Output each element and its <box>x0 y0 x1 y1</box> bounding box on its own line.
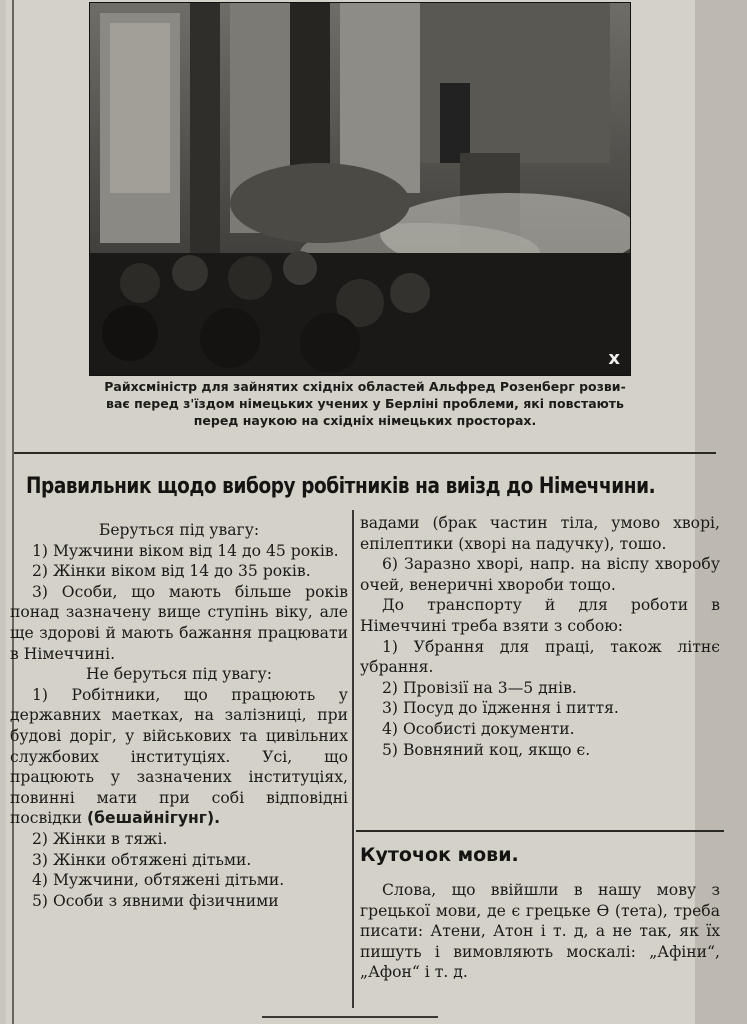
column-divider <box>352 510 354 1008</box>
list-item: 1) Убрання для праці, також літнє убрання. <box>360 637 720 677</box>
rejected-item-text: 1) Робітники, що працюють у державних маетках, на залізниці, при будові доріг, у військових та цивільних службових інституціях. Усі, що працюють у зазначених інституціях, повинні мати при собі відповідні посвідки <box>10 685 348 828</box>
section-divider <box>356 830 724 832</box>
caption-line: ває перед з'їздом німецьких учених у Берліні проблеми, які повстають <box>106 396 624 411</box>
list-item: 4) Особисті документи. <box>382 719 575 738</box>
list-item: 3) Посуд до їдження і пиття. <box>382 699 619 718</box>
article-headline: Правильник щодо вибору робітників на виізд до Німеччини. <box>26 474 656 499</box>
news-photo <box>89 2 631 376</box>
list-item: 5) Особи з явними фізичними <box>32 891 279 910</box>
list-item: 3) Особи, що мають більше років понад зазначену вище ступінь віку, але ще здорові й мають бажання працювати в Німеччині. <box>10 582 348 663</box>
page-edge-strip <box>695 0 747 1024</box>
photo-illustration <box>90 3 630 375</box>
rejected-heading: Не беруться під увагу: <box>86 665 272 684</box>
accepted-heading: Беруться під увагу: <box>98 521 260 539</box>
transport-heading: До транспорту й для роботи в Німеччині треба взяти з собою: <box>360 596 720 635</box>
section-divider <box>14 452 716 454</box>
list-item: 3) Жінки обтяжені дітьми. <box>32 850 252 869</box>
list-item: 4) Мужчини, обтяжені дітьми. <box>32 871 285 890</box>
list-item: 2) Жінки віком від 14 до 35 років. <box>32 562 311 581</box>
list-item: 2) Жінки в тяжі. <box>32 829 168 848</box>
list-item: 2) Провізії на 3—5 днів. <box>382 678 577 697</box>
right-column <box>360 513 720 760</box>
list-item: 6) Заразно хворі, напр. на віспу хворобу очей, венеричні хвороби тощо. <box>360 555 720 594</box>
list-item <box>10 685 348 829</box>
list-item: 5) Вовняний коц, якщо є. <box>382 740 591 759</box>
photo-caption <box>70 378 660 429</box>
list-item: 1) Мужчини віком від 14 до 45 років. <box>32 541 339 560</box>
language-corner-title: Куточок мови. <box>360 844 519 866</box>
photo-corner-mark: x <box>608 348 620 369</box>
rejected-item-term: (бешайнігунг). <box>87 809 221 828</box>
language-corner-text: Слова, що ввійшли в нашу мову з грецької мови, де є грецьке Ѳ (тета), треба писати: Атени, Атон і т. д, а не так, як їх пишуть і вимовляють москалі: „Афіни“, „Афон“ і т. д. <box>360 881 720 982</box>
left-column <box>10 520 348 911</box>
bottom-rule <box>262 1016 438 1018</box>
caption-line: Райхсміністр для зайнятих східніх областей Альфред Розенберг розви- <box>104 379 626 394</box>
language-corner-body <box>360 880 720 983</box>
list-item-continuation: вадами (брак частин тіла, умово хворі, епілептики (хворі на падучку), тошо. <box>360 514 720 553</box>
caption-line: перед наукою на східніх німецьких просторах. <box>193 413 537 428</box>
